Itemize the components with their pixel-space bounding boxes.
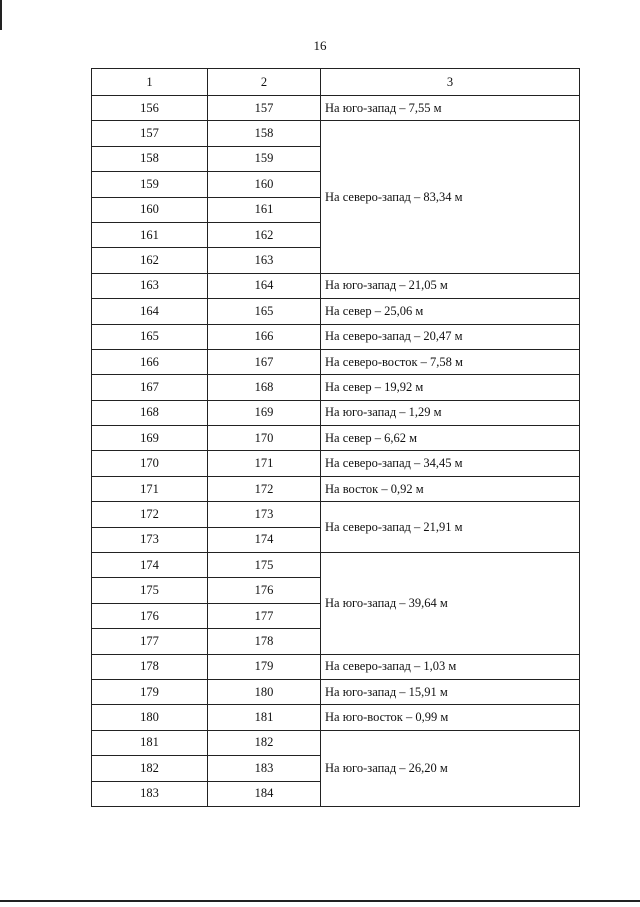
from-point-cell: 168 <box>92 400 208 425</box>
from-point-cell: 174 <box>92 553 208 578</box>
direction-distance-cell: На юго-запад – 1,29 м <box>321 400 580 425</box>
from-point-cell: 183 <box>92 781 208 806</box>
table-row <box>92 324 580 349</box>
to-point-cell: 174 <box>208 527 321 552</box>
from-point-cell: 167 <box>92 375 208 400</box>
to-point-cell: 164 <box>208 273 321 298</box>
from-point-cell: 177 <box>92 629 208 654</box>
table-row <box>92 273 580 298</box>
from-point-cell: 173 <box>92 527 208 552</box>
to-point-cell: 165 <box>208 299 321 324</box>
table-row <box>92 730 580 755</box>
to-point-cell: 172 <box>208 476 321 501</box>
table-row <box>92 121 580 146</box>
header-col-2: 2 <box>208 69 321 96</box>
to-point-cell: 177 <box>208 603 321 628</box>
from-point-cell: 179 <box>92 679 208 704</box>
from-point-cell: 157 <box>92 121 208 146</box>
to-point-cell: 178 <box>208 629 321 654</box>
direction-distance-cell: На северо-запад – 34,45 м <box>321 451 580 476</box>
to-point-cell: 168 <box>208 375 321 400</box>
table-row <box>92 654 580 679</box>
from-point-cell: 159 <box>92 172 208 197</box>
direction-distance-cell: На северо-запад – 83,34 м <box>321 121 580 273</box>
direction-distance-cell: На юго-запад – 26,20 м <box>321 730 580 806</box>
from-point-cell: 156 <box>92 96 208 121</box>
to-point-cell: 173 <box>208 502 321 527</box>
direction-distance-cell: На северо-запад – 20,47 м <box>321 324 580 349</box>
from-point-cell: 158 <box>92 146 208 171</box>
table-row <box>92 679 580 704</box>
to-point-cell: 163 <box>208 248 321 273</box>
table-header-row <box>92 69 580 96</box>
table-row <box>92 96 580 121</box>
from-point-cell: 176 <box>92 603 208 628</box>
to-point-cell: 182 <box>208 730 321 755</box>
direction-distance-cell: На северо-запад – 1,03 м <box>321 654 580 679</box>
direction-distance-cell: На юго-восток – 0,99 м <box>321 705 580 730</box>
table-row <box>92 502 580 527</box>
direction-distance-cell: На север – 25,06 м <box>321 299 580 324</box>
table-row <box>92 553 580 578</box>
from-point-cell: 165 <box>92 324 208 349</box>
to-point-cell: 183 <box>208 756 321 781</box>
table-row <box>92 299 580 324</box>
to-point-cell: 180 <box>208 679 321 704</box>
to-point-cell: 175 <box>208 553 321 578</box>
table-row <box>92 476 580 501</box>
header-col-1: 1 <box>92 69 208 96</box>
table-row <box>92 426 580 451</box>
from-point-cell: 162 <box>92 248 208 273</box>
direction-distance-cell: На север – 19,92 м <box>321 375 580 400</box>
direction-distance-cell: На северо-запад – 21,91 м <box>321 502 580 553</box>
to-point-cell: 167 <box>208 349 321 374</box>
from-point-cell: 178 <box>92 654 208 679</box>
from-point-cell: 181 <box>92 730 208 755</box>
from-point-cell: 164 <box>92 299 208 324</box>
to-point-cell: 181 <box>208 705 321 730</box>
to-point-cell: 184 <box>208 781 321 806</box>
table-row <box>92 349 580 374</box>
direction-distance-cell: На восток – 0,92 м <box>321 476 580 501</box>
table-row <box>92 705 580 730</box>
from-point-cell: 171 <box>92 476 208 501</box>
page-edge-mark <box>0 0 2 30</box>
to-point-cell: 166 <box>208 324 321 349</box>
from-point-cell: 172 <box>92 502 208 527</box>
to-point-cell: 157 <box>208 96 321 121</box>
to-point-cell: 159 <box>208 146 321 171</box>
page-bottom-border <box>0 900 640 902</box>
to-point-cell: 170 <box>208 426 321 451</box>
from-point-cell: 161 <box>92 222 208 247</box>
from-point-cell: 160 <box>92 197 208 222</box>
to-point-cell: 161 <box>208 197 321 222</box>
direction-distance-cell: На северо-восток – 7,58 м <box>321 349 580 374</box>
from-point-cell: 182 <box>92 756 208 781</box>
header-col-3: 3 <box>321 69 580 96</box>
boundary-points-table <box>91 68 580 807</box>
to-point-cell: 162 <box>208 222 321 247</box>
from-point-cell: 170 <box>92 451 208 476</box>
to-point-cell: 169 <box>208 400 321 425</box>
from-point-cell: 180 <box>92 705 208 730</box>
to-point-cell: 179 <box>208 654 321 679</box>
to-point-cell: 171 <box>208 451 321 476</box>
direction-distance-cell: На север – 6,62 м <box>321 426 580 451</box>
page-number: 16 <box>313 38 327 53</box>
to-point-cell: 158 <box>208 121 321 146</box>
from-point-cell: 163 <box>92 273 208 298</box>
from-point-cell: 169 <box>92 426 208 451</box>
direction-distance-cell: На юго-запад – 21,05 м <box>321 273 580 298</box>
table-row <box>92 451 580 476</box>
to-point-cell: 160 <box>208 172 321 197</box>
direction-distance-cell: На юго-запад – 7,55 м <box>321 96 580 121</box>
table-row <box>92 375 580 400</box>
direction-distance-cell: На юго-запад – 15,91 м <box>321 679 580 704</box>
from-point-cell: 175 <box>92 578 208 603</box>
to-point-cell: 176 <box>208 578 321 603</box>
from-point-cell: 166 <box>92 349 208 374</box>
direction-distance-cell: На юго-запад – 39,64 м <box>321 553 580 655</box>
table-row <box>92 400 580 425</box>
